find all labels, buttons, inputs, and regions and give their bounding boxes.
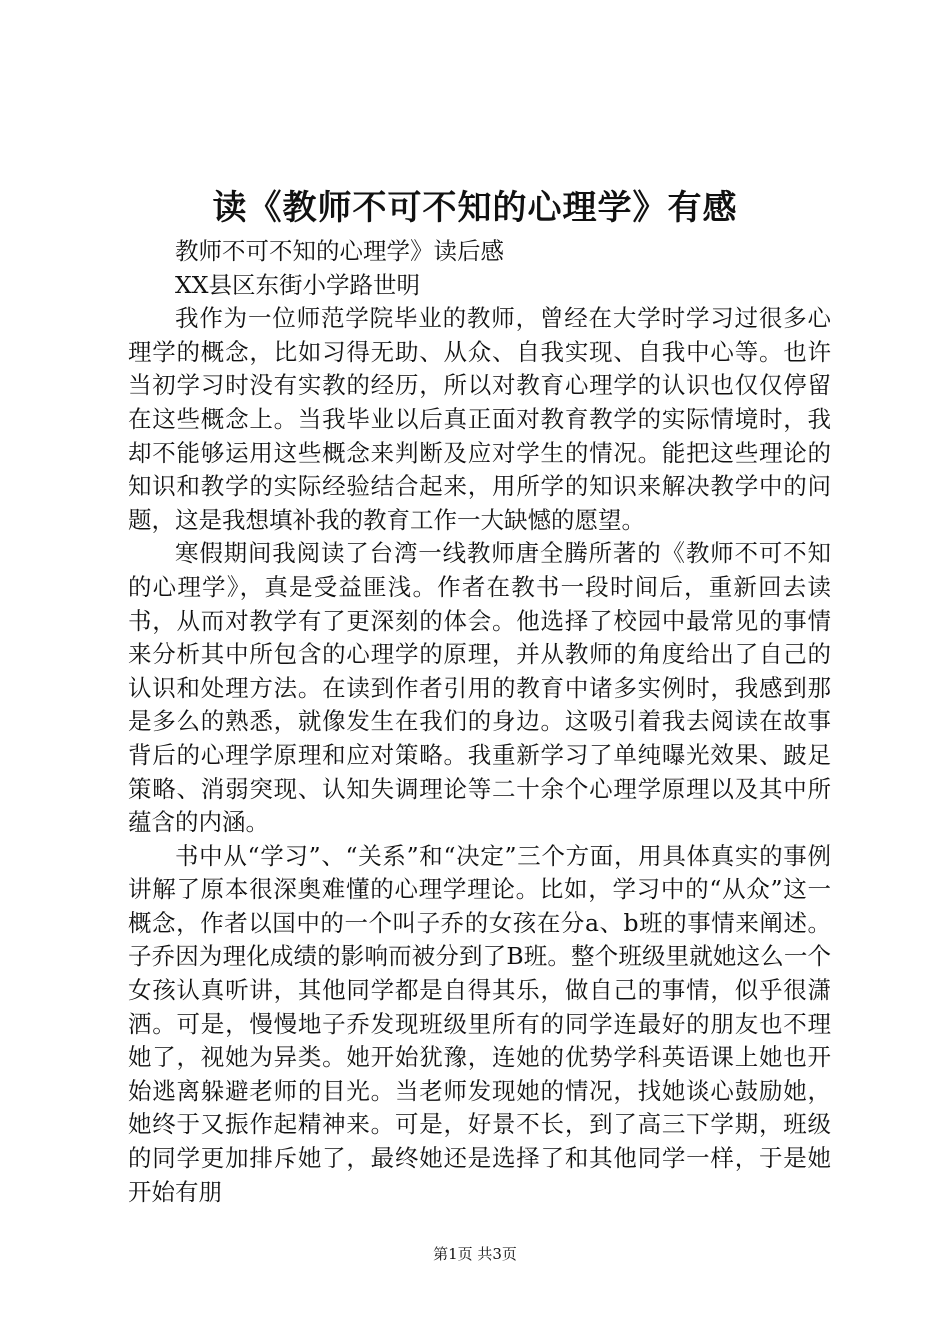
- paragraph: 书中从“学习”、“关系”和“决定”三个方面，用具体真实的事例讲解了原本很深奥难懂的心理学理论。比如，学习中的“从众”这一概念，作者以国中的一个叫子乔的女孩在分a、b班的事情来阐述。子乔因为理化成绩的影响而被分到了B班。整个班级里就她这么一个女孩认真听讲，其他同学都是自得其乐，做自己的事情，似乎很潇洒。可是，慢慢地子乔发现班级里所有的同学连最好的朋友也不理她了，视她为异类。她开始犹豫，连她的优势学科英语课上她也开始逃离躲避老师的目光。当老师发现她的情况，找她谈心鼓励她，她终于又振作起精神来。可是，好景不长，到了高三下学期，班级的同学更加排斥她了，最终她还是选择了和其他同学一样，于是她开始有朋: [128, 841, 831, 1206]
- document-author: XX县区东街小学路世明: [175, 270, 420, 299]
- paragraph: 我作为一位师范学院毕业的教师，曾经在大学时学习过很多心理学的概念，比如习得无助、从众、自我实现、自我中心等。也许当初学习时没有实教的经历，所以对教育心理学的认识也仅仅停留在这些概念上。当我毕业以后真正面对教育教学的实际情境时，我却不能够运用这些概念来判断及应对学生的情况。能把这些理论的知识和教学的实际经验结合起来，用所学的知识来解决教学中的问题，这是我想填补我的教育工作一大缺憾的愿望。: [128, 304, 831, 534]
- document-subtitle: 教师不可不知的心理学》读后感: [175, 237, 504, 265]
- paragraph: 寒假期间我阅读了台湾一线教师唐全腾所著的《教师不可不知的心理学》，真是受益匪浅。作者在教书一段时间后，重新回去读书，从而对教学有了更深刻的体会。他选择了校园中最常见的事情来分析其中所包含的心理学的原理，并从教师的角度给出了自己的认识和处理方法。在读到作者引用的教育中诸多实例时，我感到那是多么的熟悉，就像发生在我们的身边。这吸引着我去阅读在故事背后的心理学原理和应对策略。我重新学习了单纯曝光效果、跛足策略、消弱突现、认知失调理论等二十余个心理学原理以及其中所蕴含的内涵。: [128, 539, 831, 837]
- document-title: 读《教师不可不知的心理学》有感: [212, 188, 738, 228]
- page-footer: 第1页 共3页: [433, 1245, 517, 1263]
- document-body: [128, 235, 831, 1209]
